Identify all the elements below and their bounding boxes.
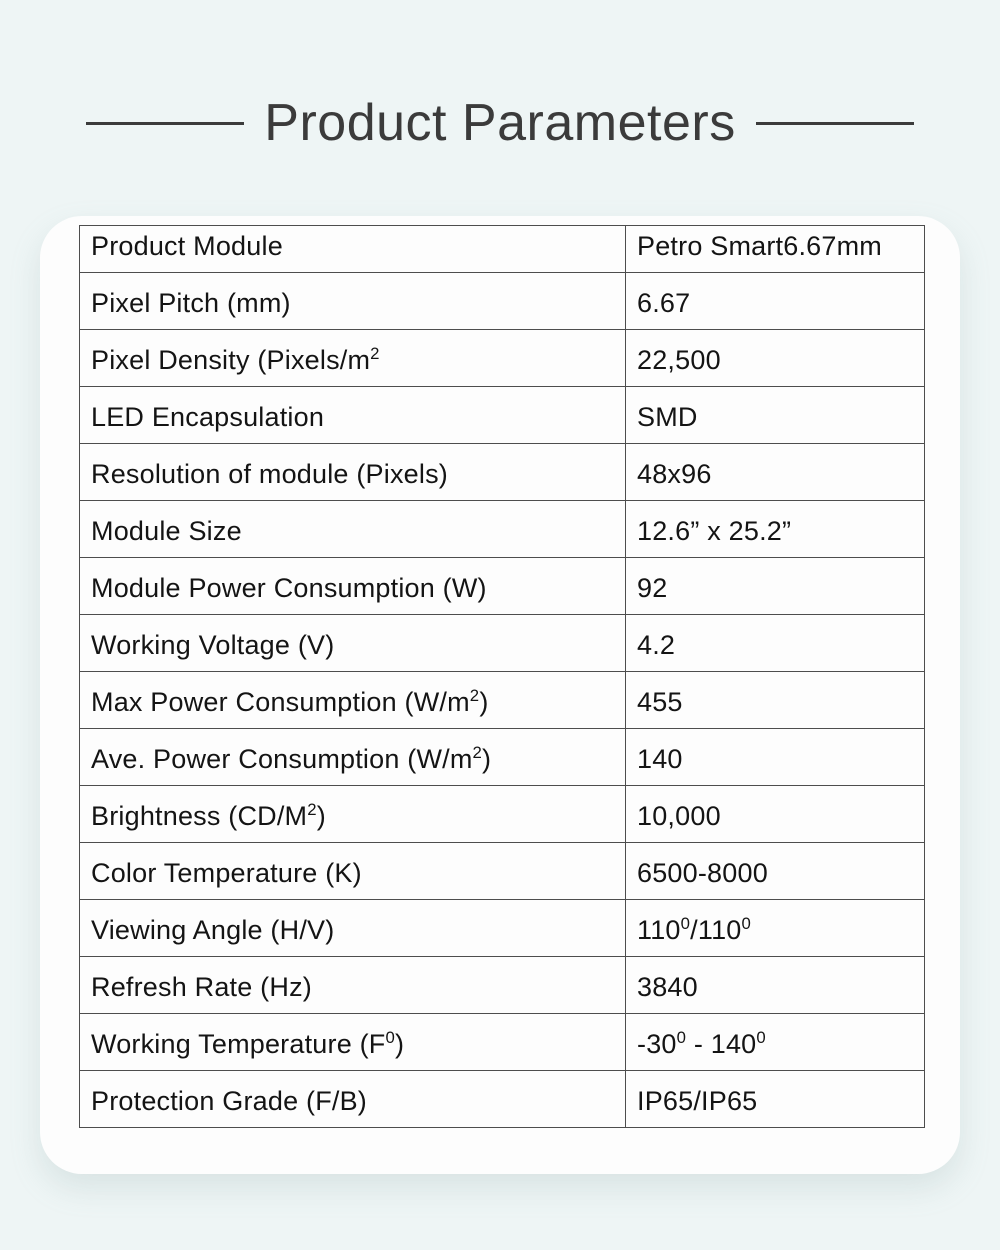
spec-label-cell: Pixel Density ($Pixels/m^2$: [80, 330, 626, 387]
spec-value-cell: 140: [626, 729, 925, 786]
spec-value-cell: 455: [626, 672, 925, 729]
spec-value-cell: IP65/IP65: [626, 1071, 925, 1128]
spec-value-cell: $-30^0 - 140^0$: [626, 1014, 925, 1071]
table-row: [80, 615, 925, 672]
spec-label-cell: Working Temperature $(F^0)$: [80, 1014, 626, 1071]
spec-value-cell: 92: [626, 558, 925, 615]
table-row: [80, 501, 925, 558]
table-row: [80, 1014, 925, 1071]
spec-value-cell: 12.6” x 25.2”: [626, 501, 925, 558]
spec-value-cell: 6.67: [626, 273, 925, 330]
title-rule-left: [86, 122, 244, 125]
spec-table-body: [80, 226, 925, 1128]
spec-value-cell: 22,500: [626, 330, 925, 387]
spec-value-cell: Petro Smart6.67mm: [626, 226, 925, 273]
table-row: [80, 786, 925, 843]
spec-table: [79, 225, 925, 1128]
spec-value-cell: 6500-8000: [626, 843, 925, 900]
spec-label-cell: Resolution of module (Pixels): [80, 444, 626, 501]
spec-label-cell: Module Power Consumption (W): [80, 558, 626, 615]
table-row: [80, 226, 925, 273]
spec-value-cell: SMD: [626, 387, 925, 444]
spec-label-cell: Brightness $(CD/M^2)$: [80, 786, 626, 843]
table-row: [80, 1071, 925, 1128]
table-row: [80, 957, 925, 1014]
table-row: [80, 558, 925, 615]
spec-label-cell: Product Module: [80, 226, 626, 273]
spec-label-cell: Viewing Angle (H/V): [80, 900, 626, 957]
table-row: [80, 672, 925, 729]
spec-label-cell: Ave. Power Consumption $(W/m^2)$: [80, 729, 626, 786]
spec-value-cell: 10,000: [626, 786, 925, 843]
spec-label-cell: Max Power Consumption $(W/m^2)$: [80, 672, 626, 729]
table-row: [80, 387, 925, 444]
spec-label-cell: Module Size: [80, 501, 626, 558]
spec-value-cell: 48x96: [626, 444, 925, 501]
table-row: [80, 330, 925, 387]
table-row: [80, 729, 925, 786]
title-rule-right: [756, 122, 914, 125]
spec-value-cell: 4.2: [626, 615, 925, 672]
table-row: [80, 843, 925, 900]
spec-value-cell: 3840: [626, 957, 925, 1014]
page-title: Product Parameters: [264, 93, 736, 152]
spec-label-cell: Working Voltage (V): [80, 615, 626, 672]
spec-label-cell: Protection Grade (F/B): [80, 1071, 626, 1128]
table-row: [80, 273, 925, 330]
spec-label-cell: Pixel Pitch (mm): [80, 273, 626, 330]
table-row: [80, 900, 925, 957]
table-row: [80, 444, 925, 501]
spec-label-cell: Refresh Rate (Hz): [80, 957, 626, 1014]
parameters-card: [40, 216, 960, 1174]
spec-value-cell: $110^0/110^0$: [626, 900, 925, 957]
spec-label-cell: Color Temperature (K): [80, 843, 626, 900]
page-header: [0, 0, 1000, 152]
spec-label-cell: LED Encapsulation: [80, 387, 626, 444]
